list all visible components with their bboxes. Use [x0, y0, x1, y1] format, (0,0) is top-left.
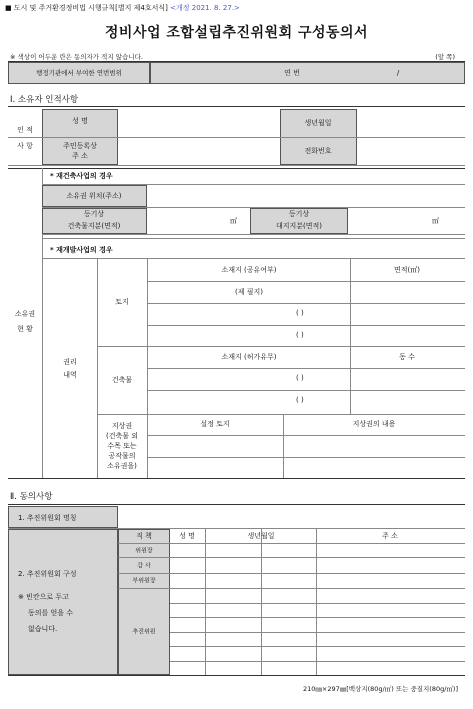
land-parcel-count: (제 필지): [235, 288, 263, 296]
law-reference: ■ 도시 및 주거환경정비법 시행규칙[별지 제4호서식]: [5, 4, 168, 12]
blank-remark-2: 동의를 얻을 수: [28, 609, 74, 617]
surface-land-header: 설정 토지: [200, 420, 230, 428]
location-field[interactable]: [147, 185, 465, 207]
committee-name-field[interactable]: [118, 506, 465, 528]
blank-remark-1: ※ 빈칸으로 두고: [18, 593, 69, 601]
phone-label: 전화번호: [304, 147, 332, 155]
rights-label-1: 권리: [63, 358, 77, 366]
building-location-header: 소재지 (허가유무): [221, 353, 277, 361]
land-area-header: 면적(㎡): [394, 266, 420, 274]
surface-content-header: 지상권의 내용: [352, 420, 396, 428]
section-2-title: Ⅱ. 동의사항: [10, 492, 53, 502]
name-field[interactable]: [118, 109, 280, 137]
instruction-note: ※ 색상이 어두운 란은 동의자가 적지 않습니다.: [10, 53, 143, 61]
rights-label-2: 내역: [63, 371, 77, 379]
role-committee-member: 추진위원: [132, 628, 156, 636]
land-share-field[interactable]: [348, 208, 430, 234]
surface-rights-label: 지상권 (건축물 외 수목 또는 공작물의 소유권을): [105, 422, 139, 470]
name-label: 성 명: [72, 117, 88, 125]
page-title: 정비사업 조합설립추진위원회 구성동의서: [104, 25, 369, 41]
building-count-header: 동 수: [399, 353, 415, 361]
address-field[interactable]: [118, 137, 280, 165]
committee-name-label: 1. 추진위원회 명칭: [18, 514, 77, 522]
building-share-field[interactable]: [147, 208, 227, 234]
ownership-side-label-2: 현 황: [17, 325, 33, 333]
section-1-title: Ⅰ. 소유자 인적사항: [10, 95, 79, 105]
address-label-2: 주 소: [72, 152, 88, 160]
serial-number-label: 연 번: [284, 69, 300, 77]
redevelopment-title: * 재개발사업의 경우: [50, 246, 113, 254]
section-1-border: [8, 106, 465, 107]
land-row-label: 토지: [115, 298, 129, 306]
blank-remark-3: 없습니다.: [28, 625, 58, 633]
col-position: 직 책: [136, 532, 152, 540]
building-row-label: 건축물: [111, 376, 133, 384]
land-location-header: 소재지 (공유여부): [221, 266, 277, 274]
serial-slash: /: [396, 69, 400, 77]
personal-side-label-2: 사 항: [17, 142, 33, 150]
serial-number-cell: [150, 62, 465, 84]
birth-label: 생년월일: [304, 119, 332, 127]
serial-range-label: 행정기관에서 부여한 연번범위: [36, 69, 122, 77]
ownership-side-label-1: 소유권: [14, 310, 36, 318]
paper-spec: 210㎜×297㎜[백상지(80g/㎡) 또는 중질지(80g/㎡)]: [302, 685, 458, 693]
building-area-unit: ㎡: [230, 217, 237, 225]
land-area-unit: ㎡: [432, 217, 439, 225]
role-vice-chair: 부위원장: [132, 577, 156, 585]
registry-label-1: 등기상: [83, 210, 105, 218]
committee-composition-label: 2. 추진위원회 구성: [18, 570, 77, 578]
revision-link[interactable]: <개정 2021. 8. 27.>: [170, 4, 240, 12]
col-name: 성 명: [179, 532, 195, 540]
building-paren-2: ( ): [296, 396, 304, 404]
personal-side-label-1: 인 적: [17, 126, 33, 134]
birth-field[interactable]: [357, 109, 465, 137]
col-birth: 생년월일: [247, 532, 275, 540]
page-side-label: (앞 쪽): [435, 53, 455, 61]
land-paren-1: ( ): [296, 309, 304, 317]
reconstruction-title: * 재건축사업의 경우: [50, 172, 113, 180]
col-address: 주 소: [382, 532, 398, 540]
form-reference: [5, 3, 240, 13]
land-label-1: 등기상: [288, 210, 310, 218]
address-label-1: 주민등록상: [63, 142, 97, 150]
land-paren-2: ( ): [296, 331, 304, 339]
phone-field[interactable]: [357, 137, 465, 165]
location-label: 소유권 위치(주소): [66, 192, 122, 200]
land-label-2: 대지지분(면적): [275, 222, 323, 230]
role-chair: 위원장: [135, 547, 153, 555]
registry-label-2: 건축물지분(면적): [67, 222, 121, 230]
building-paren-1: ( ): [296, 374, 304, 382]
role-auditor: 감 사: [137, 562, 151, 570]
